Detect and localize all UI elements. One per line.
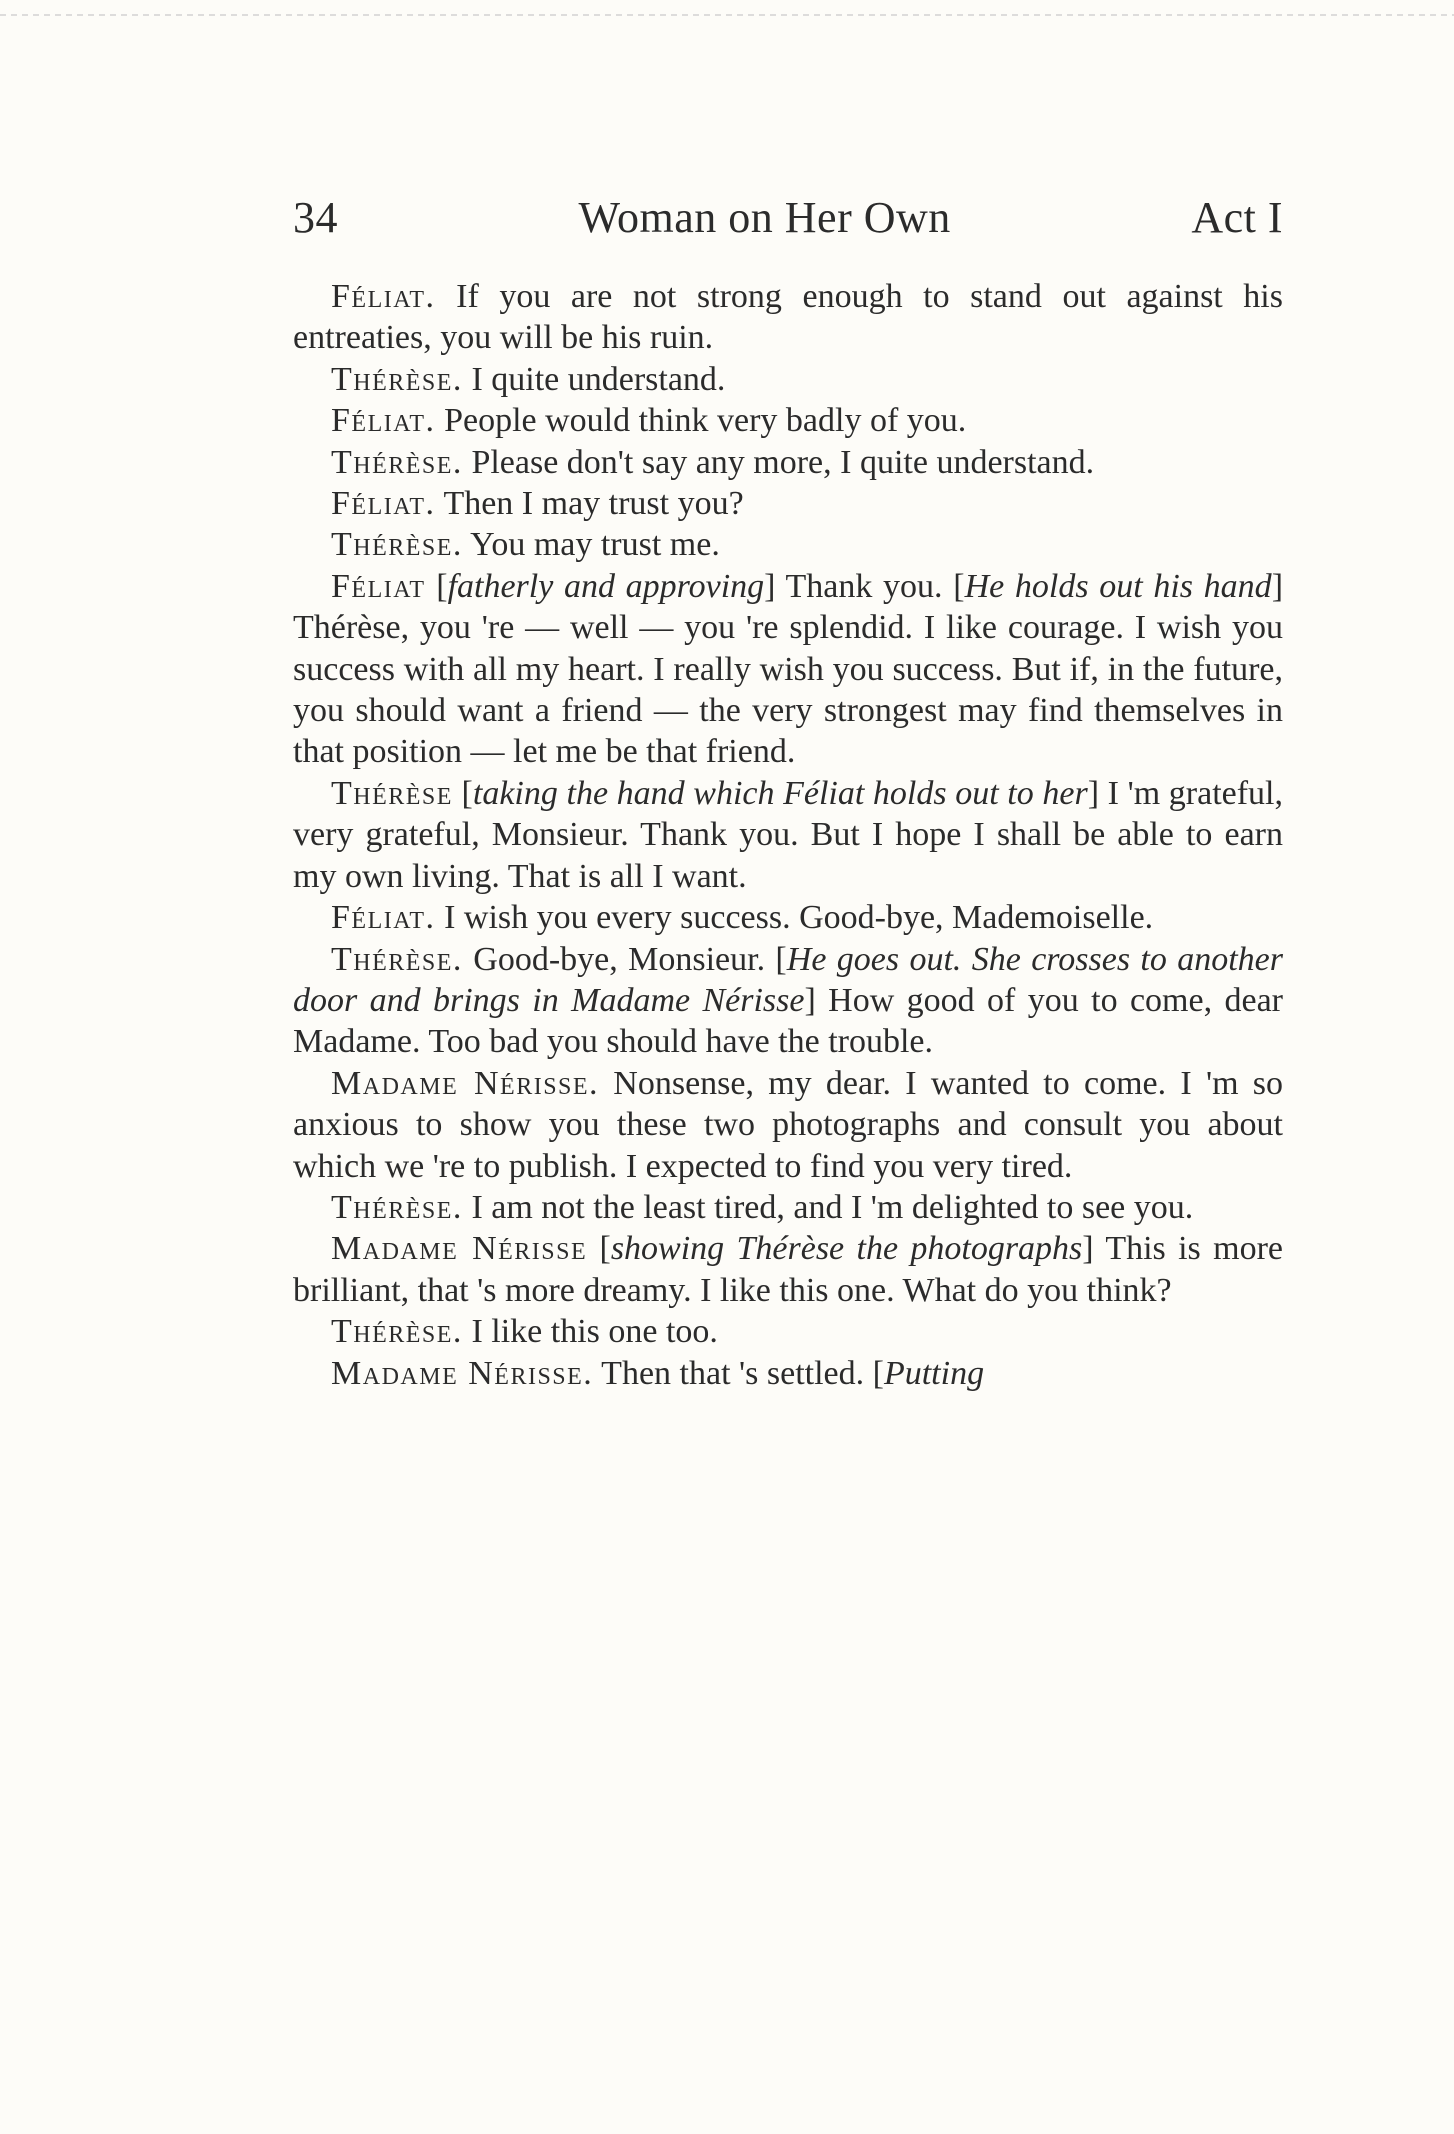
- speaker-name: Thérèse.: [331, 443, 463, 481]
- page-number: 34: [293, 193, 338, 242]
- dialogue-paragraph: [293, 276, 1283, 359]
- dialogue-paragraph: [293, 524, 1283, 565]
- dialogue-paragraph: [293, 1353, 1283, 1394]
- dialogue-paragraph: [293, 939, 1283, 1063]
- speaker-name: Thérèse.: [331, 526, 463, 564]
- scan-edge-artifact: [0, 14, 1454, 16]
- stage-direction: He holds out his hand: [964, 567, 1272, 605]
- speaker-name: Madame Nérisse.: [331, 1064, 600, 1102]
- dialogue-paragraph: [293, 1187, 1283, 1228]
- dialogue-text: [: [587, 1230, 611, 1268]
- dialogue-text: If you are not strong enough to stand out against his entreaties, you will be his ruin.: [293, 278, 1283, 357]
- dialogue-paragraph: [293, 773, 1283, 897]
- speaker-name: Féliat: [331, 567, 426, 605]
- stage-direction: showing Thérèse the photographs: [610, 1230, 1083, 1268]
- stage-direction: taking the hand which Féliat holds out to her: [472, 774, 1088, 812]
- dialogue-text: [: [452, 774, 473, 812]
- dialogue-text: I like this one too.: [462, 1313, 718, 1351]
- dialogue-text: I wish you every success. Good-bye, Mademoiselle.: [435, 899, 1154, 937]
- speaker-name: Féliat.: [331, 899, 436, 937]
- dialogue-text: I quite understand.: [462, 360, 726, 398]
- running-header: [293, 192, 1283, 256]
- dialogue-paragraph: [293, 359, 1283, 400]
- dialogue-paragraph: [293, 1228, 1283, 1311]
- speaker-name: Féliat.: [331, 278, 436, 315]
- dialogue-paragraph: [293, 400, 1283, 441]
- dialogue-text: Please don't say any more, I quite understand.: [462, 443, 1095, 481]
- dialogue-paragraph: [293, 1063, 1283, 1187]
- book-title: Woman on Her Own: [578, 193, 951, 242]
- dialogue-paragraph: [293, 1311, 1283, 1352]
- speaker-name: Madame Nérisse: [331, 1230, 588, 1268]
- dialogue-text: I am not the least tired, and I 'm delighted to see you.: [462, 1188, 1194, 1226]
- dialogue-text: Good-bye, Monsieur. [: [462, 940, 787, 978]
- dialogue-text: ] I 'm grateful, very grateful, Monsieur. Thank you. But I hope I shall be able to earn my own living. That is all I want.: [293, 774, 1284, 895]
- play-text: [293, 276, 1283, 1394]
- dialogue-paragraph: [293, 442, 1283, 483]
- dialogue-paragraph: [293, 483, 1283, 524]
- dialogue-text: Then that 's settled. [: [593, 1354, 884, 1392]
- dialogue-text: Then I may trust you?: [435, 485, 744, 523]
- speaker-name: Thérèse.: [331, 940, 463, 978]
- stage-direction: Putting: [883, 1354, 985, 1392]
- dialogue-text: You may trust me.: [462, 526, 720, 564]
- dialogue-text: [: [425, 567, 448, 605]
- speaker-name: Thérèse: [331, 774, 453, 812]
- speaker-name: Thérèse.: [331, 1313, 463, 1351]
- speaker-name: Féliat.: [331, 402, 436, 440]
- speaker-name: Féliat.: [331, 485, 436, 523]
- stage-direction: fatherly and approving: [447, 567, 765, 605]
- speaker-name: Madame Nérisse.: [331, 1354, 594, 1392]
- dialogue-text: ] Thérèse, you 're — well — you 're splendid. I like courage. I wish you success with all my heart. I really wish you success. But if, in the future, you should want a friend — the very strongest may find themselves in that position — let me be that friend.: [293, 567, 1284, 771]
- act-label: Act I: [1191, 193, 1283, 242]
- dialogue-text: ] Thank you. [: [764, 567, 965, 605]
- speaker-name: Thérèse.: [331, 1188, 463, 1226]
- book-page: [293, 192, 1283, 1394]
- dialogue-paragraph: [293, 897, 1283, 938]
- dialogue-paragraph: [293, 566, 1283, 773]
- dialogue-text: ] This is more brilliant, that 's more dreamy. I like this one. What do you think?: [293, 1230, 1283, 1309]
- dialogue-text: People would think very badly of you.: [435, 402, 967, 440]
- dialogue-text: ] How good of you to come, dear Madame. Too bad you should have the trouble.: [293, 981, 1283, 1061]
- dialogue-text: Nonsense, my dear. I wanted to come. I 'm so anxious to show you these two photographs and consult you about which we 're to publish. I expected to find you very tired.: [293, 1064, 1283, 1185]
- speaker-name: Thérèse.: [331, 360, 463, 398]
- stage-direction: He goes out. She crosses to another door and brings in Madame Nérisse: [293, 940, 1283, 1019]
